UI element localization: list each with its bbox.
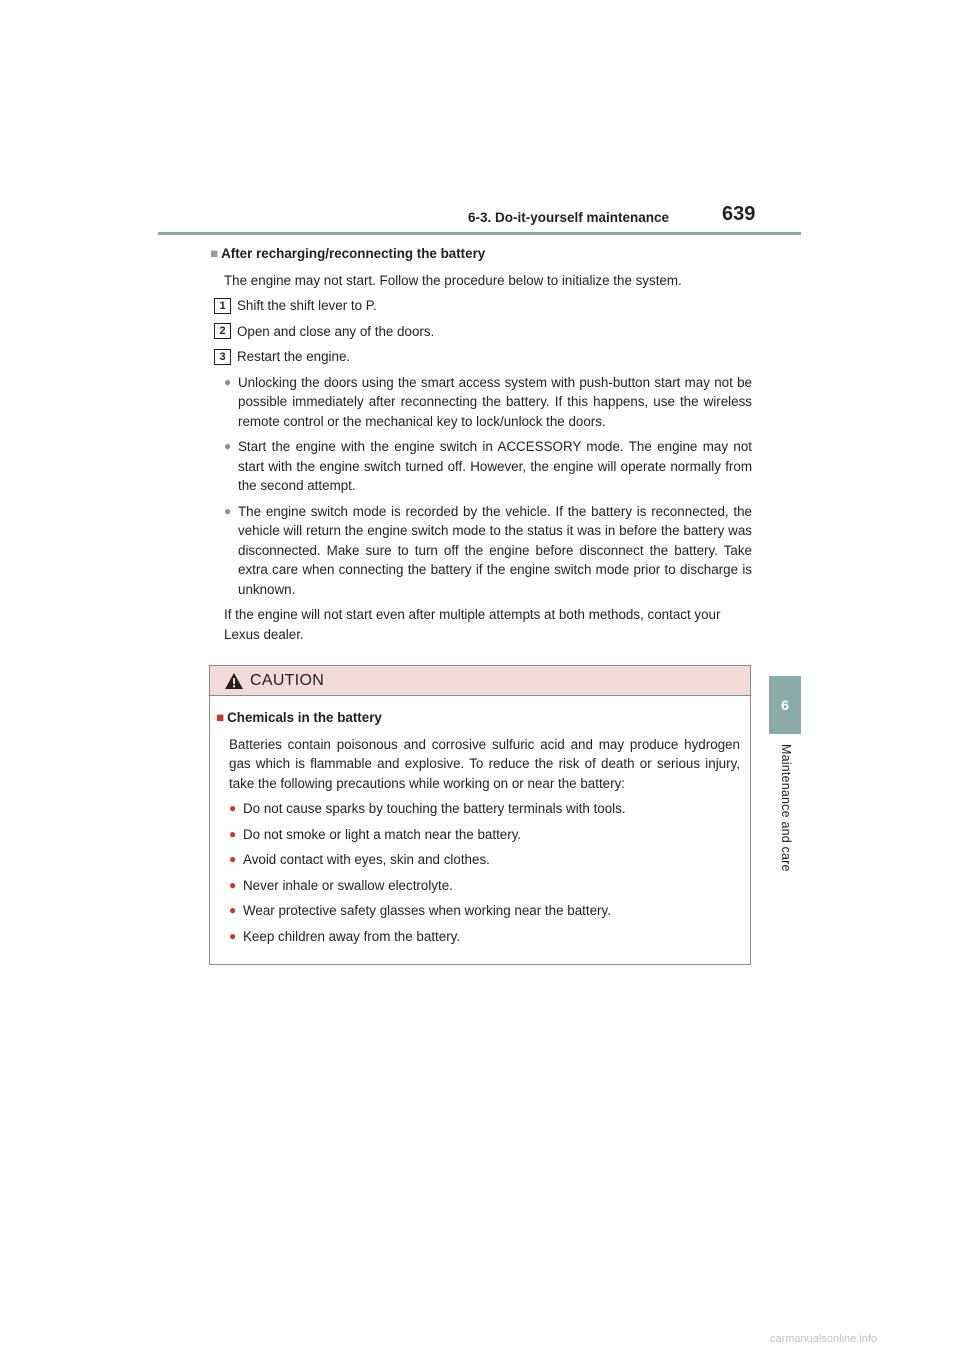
step-text: Shift the shift lever to P. [237,298,377,313]
caution-list-item-text: Avoid contact with eyes, skin and clothes. [243,852,490,867]
list-item-text: Start the engine with the engine switch in ACCESSORY mode. The engine may not start with the engine switch turned off. However, the engine will operate normally from the second attempt. [238,439,752,493]
caution-list-item [216,927,740,947]
chapter-number: 6 [781,697,789,713]
circle-bullet-icon: ● [224,439,232,453]
caution-box [209,665,751,965]
caution-list-item [216,850,740,870]
warning-triangle-icon [224,672,244,690]
caution-text: Batteries contain poisonous and corrosive sulfuric acid and may produce hydrogen gas which is flammable and explosive. To reduce the risk of death or serious injury, take the following precautions while working on or near the battery: [229,736,740,791]
circle-bullet-icon: ● [224,503,232,518]
caution-heading-text: Chemicals in the battery [227,710,382,725]
list-item [210,437,752,496]
caution-list-item [216,799,740,819]
watermark-text[interactable]: carmanualsonline.info [770,1333,878,1345]
caution-list-item-text: Do not smoke or light a match near the battery. [243,826,522,842]
list-item-text: The engine switch mode is recorded by the vehicle. If the battery is reconnected, the vehicle will return the engine switch mode to the status it was in before the battery was disconnected. Make sure to turn off the engine before disconnect the battery. Take extra care when connecting the battery if the engine switch mode prior to discharge is unknown. [238,503,752,597]
list-item [210,373,752,432]
caution-body [210,696,750,946]
circle-bullet-icon: ● [229,903,237,917]
step-item [210,347,752,367]
step-number-badge: 1 [214,298,231,314]
caution-list-item-text: Wear protective safety glasses when working near the battery. [243,903,611,918]
caution-list-item-text: Never inhale or swallow electrolyte. [243,877,453,893]
intro-text: The engine may not start. Follow the procedure below to initialize the system. [224,272,682,288]
chapter-label: Maintenance and care [779,744,793,872]
main-content [210,244,752,644]
caution-header [210,666,750,696]
step-number-badge: 3 [214,349,231,365]
circle-bullet-icon: ● [229,877,237,892]
circle-bullet-icon: ● [229,826,237,841]
circle-bullet-icon: ● [229,852,237,866]
step-item [210,322,752,342]
closing-text: If the engine will not start even after multiple attempts at both methods, contact your Lexus dealer. [224,607,721,642]
caution-list-item [216,901,740,921]
chapter-tab[interactable] [769,676,801,734]
caution-title: CAUTION [250,671,325,689]
header-divider [158,232,801,235]
step-text: Open and close any of the doors. [237,323,435,339]
caution-list-item-text: Keep children away from the battery. [243,928,461,944]
circle-bullet-icon: ● [229,928,237,943]
circle-bullet-icon: ● [224,374,232,389]
caution-heading [216,708,740,728]
section-title: 6-3. Do-it-yourself maintenance [468,210,670,225]
list-item-text: Unlocking the doors using the smart access system with push-button start may not be possible immediately after reconnecting the battery. If this happens, use the wireless remote control or the mechanical key to lock/unlock the doors. [238,374,752,429]
circle-bullet-icon: ● [229,801,237,815]
step-text: Restart the engine. [237,349,351,364]
list-item [210,502,752,600]
page-number: 639 [722,203,756,225]
section-heading [210,244,752,264]
square-bullet-icon: ■ [210,246,219,261]
step-item [210,296,752,316]
section-heading-text: After recharging/reconnecting the battery [221,246,486,261]
caution-list-item [216,876,740,896]
caution-list-item [216,825,740,845]
square-bullet-icon: ■ [216,710,225,725]
step-number-badge: 2 [214,323,231,339]
caution-list-item-text: Do not cause sparks by touching the battery terminals with tools. [243,801,626,816]
